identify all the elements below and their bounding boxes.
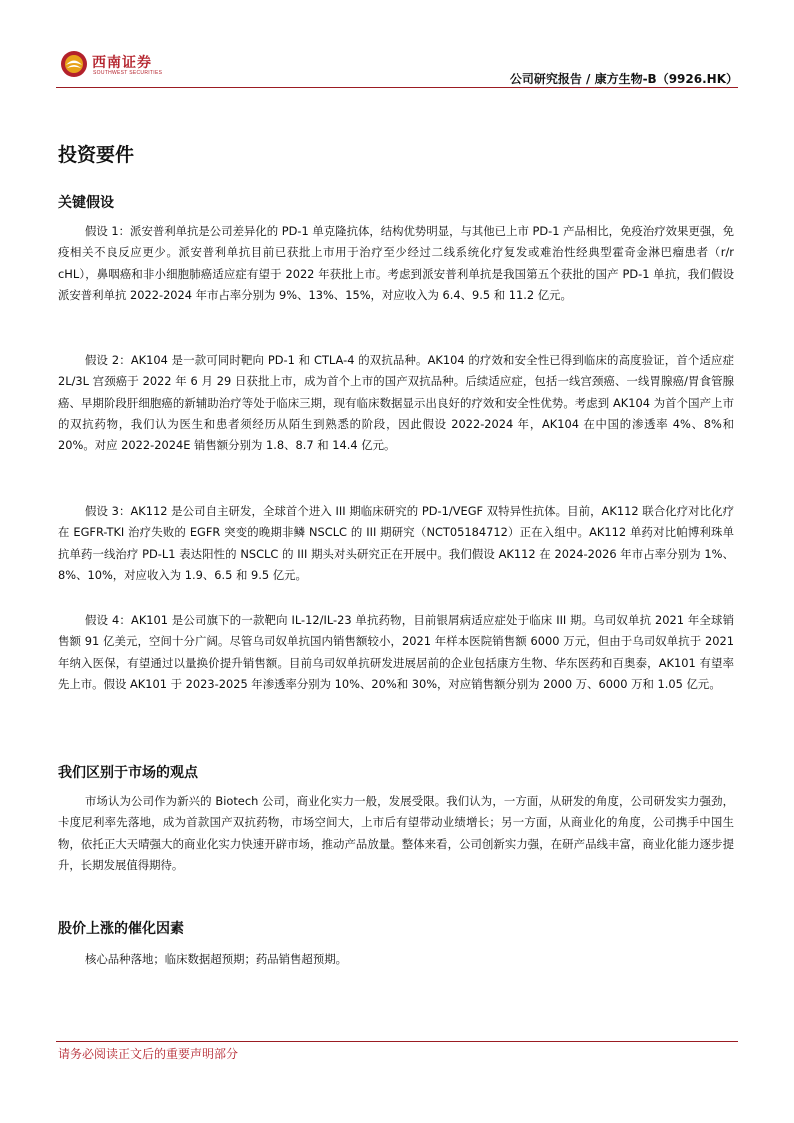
report-header-title: 公司研究报告 / 康方生物-B（9926.HK）: [509, 72, 738, 86]
paragraph-catalysts: 核心品种落地；临床数据超预期；药品销售超预期。: [85, 952, 347, 966]
paragraph-differentiated-view: 市场认为公司作为新兴的 Biotech 公司，商业化实力一般，发展受限。我们认为，一方面，从研发的角度，公司研发实力强劲，卡度尼利率先落地，成为首款国产双抗药物，市场空间大，上市后有望带动业绩增长；另一方面，从商业化的角度，公司携手中国生物，依托正大天晴强大的商业化实力快速开辟市场，推动产品放量。整体来看，公司创新实力强，在研产品线丰富，商业化能力逐步提升，长期发展值得期待。: [58, 794, 734, 872]
logo-text-cn: 西南证券: [92, 55, 152, 71]
company-logo: [60, 50, 180, 82]
section-heading-catalysts: 股价上涨的催化因素: [58, 921, 184, 937]
paragraph-assumption-3: 假设 3：AK112 是公司自主研发，全球首个进入 III 期临床研究的 PD-1/VEGF 双特异性抗体。目前，AK112 联合化疗对比化疗在 EGFR-TKI 治疗失败的 EGFR 突变的晚期非鳞 NSCLC 的 III 期研究（NCT05184712）正在入组中。AK112 单药对比帕博利珠单抗单药一线治疗 PD-L1 表达阳性的 NSCLC 的 III 期头对头研究正在开展中。我们假设 AK112 在 2024-2026 年市占率分别为 1%、8%、10%，对应收入为 1.9、6.5 和 9.5 亿元。: [58, 504, 734, 582]
paragraph-assumption-1: 假设 1：派安普利单抗是公司差异化的 PD-1 单克隆抗体，结构优势明显，与其他已上市 PD-1 产品相比，免疫治疗效果更强，免疫相关不良反应更少。派安普利单抗目前已获批上市用于治疗至少经过二线系统化疗复发或难治性经典型霍奇金淋巴瘤患者（r/r cHL），鼻咽癌和非小细胞肺癌适应症有望于 2022 年获批上市。考虑到派安普利单抗是我国第五个获批的国产 PD-1 单抗，我们假设派安普利单抗 2022-2024 年市占率分别为 9%、13%、15%，对应收入为 6.4、9.5 和 11.2 亿元。: [58, 224, 734, 302]
page-title: 投资要件: [58, 144, 135, 166]
section-heading-differentiated-view: 我们区别于市场的观点: [58, 765, 198, 781]
section-heading-key-assumptions: 关键假设: [58, 195, 114, 211]
footer-divider: [56, 1041, 738, 1042]
header-divider: [56, 87, 738, 88]
paragraph-assumption-4: 假设 4：AK101 是公司旗下的一款靶向 IL-12/IL-23 单抗药物，目前银屑病适应症处于临床 III 期。乌司奴单抗 2021 年全球销售额 91 亿美元，空间十分广阔。尽管乌司奴单抗国内销售额较小，2021 年样本医院销售额 6000 万元，但由于乌司奴单抗于 2021 年纳入医保，有望通过以量换价提升销售额。目前乌司奴单抗研发进展居前的企业包括康方生物、华东医药和百奥泰，AK101 有望率先上市。假设 AK101 于 2023-2025 年渗透率分别为 10%、20%和 30%，对应销售额分别为 2000 万、6000 万和 1.05 亿元。: [58, 613, 734, 691]
southwest-securities-logo-icon: [60, 50, 88, 78]
footer-disclaimer-notice: 请务必阅读正文后的重要声明部分: [58, 1047, 239, 1061]
paragraph-assumption-2: 假设 2：AK104 是一款可同时靶向 PD-1 和 CTLA-4 的双抗品种。AK104 的疗效和安全性已得到临床的高度验证，首个适应症 2L/3L 宫颈癌于 2022 年 6 月 29 日获批上市，成为首个上市的国产双抗品种。后续适应症，包括一线宫颈癌、一线胃腺癌/胃食管腺癌、早期阶段肝细胞癌的新辅助治疗等处于临床三期，现有临床数据显示出良好的疗效和安全性优势。考虑到 AK104 为首个国产上市的双抗药物，我们认为医生和患者须经历从陌生到熟悉的阶段，因此假设 2022-2024 年，AK104 在中国的渗透率 4%、8%和 20%。对应 2022-2024E 销售额分别为 1.8、8.7 和 14.4 亿元。: [58, 353, 734, 453]
logo-text-en: SOUTHWEST SECURITIES: [93, 70, 163, 76]
